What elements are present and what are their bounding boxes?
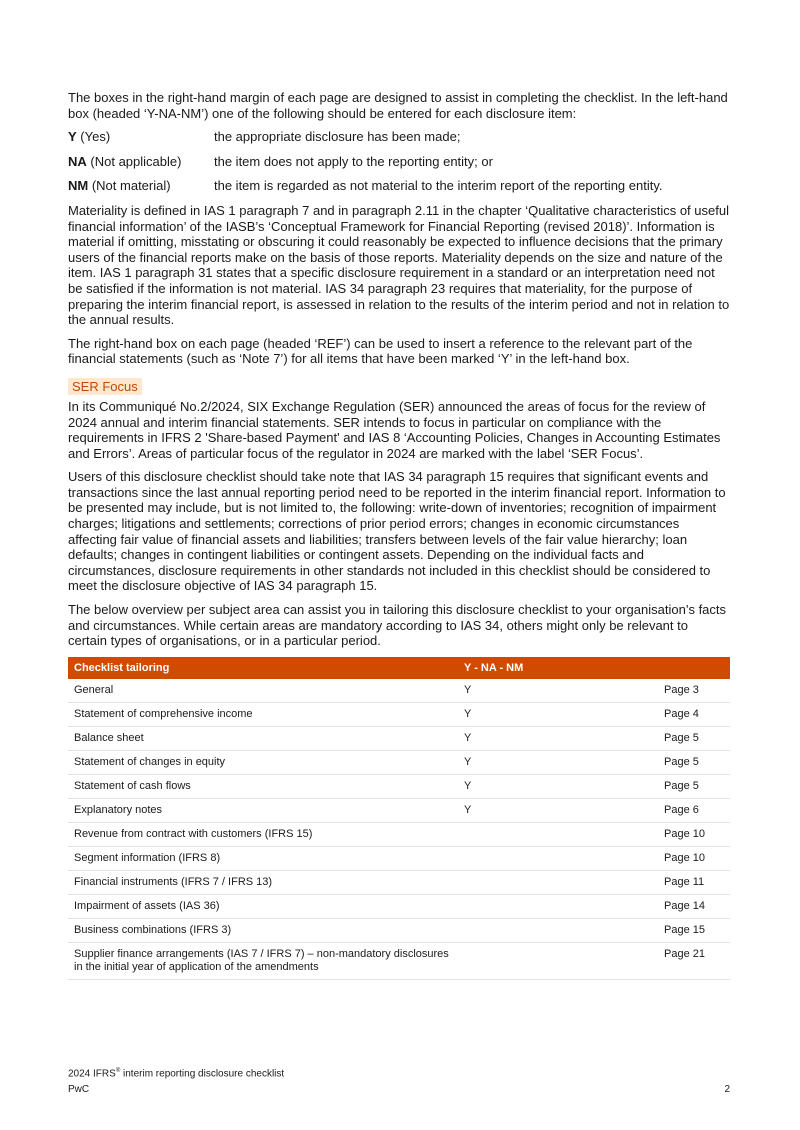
cell-status: Y	[458, 726, 658, 750]
cell-status	[458, 846, 658, 870]
cell-status	[458, 870, 658, 894]
cell-page-reference: Page 5	[658, 774, 730, 798]
cell-page-reference: Page 14	[658, 894, 730, 918]
column-header-status: Y - NA - NM	[464, 661, 524, 674]
cell-page-reference: Page 15	[658, 918, 730, 942]
materiality-paragraph: Materiality is defined in IAS 1 paragraph 7 and in paragraph 2.11 in the chapter ‘Qualitative characteristics of useful financial information’ of the IASB’s ‘Conceptual Framework for Financial Reporting (revised 2018)’. Information is material if omitting, misstating or obscuring it could reasonably be expected to influence decisions that the primary users of the financial reports make on the basis of those reports. Materiality depends on the size and nature of the item. IAS 1 paragraph 31 states that a specific disclosure requirement in a standard or an interpretation need not be satisfied if the information is not material. IAS 34 paragraph 23 requires that materiality, for the purpose of preparing the interim financial report, is assessed in relation to the results of the interim period and not in relation to the annual results.	[68, 202, 730, 328]
cell-subject-area: Revenue from contract with customers (IFRS 15)	[68, 822, 458, 846]
cell-page-reference: Page 6	[658, 798, 730, 822]
cell-page-reference: Page 11	[658, 870, 730, 894]
table-row	[68, 870, 730, 894]
ser-focus-badge: SER Focus	[68, 378, 142, 395]
cell-status: Y	[458, 798, 658, 822]
cell-status	[458, 894, 658, 918]
cell-page-reference: Page 21	[658, 942, 730, 979]
cell-subject-area: Impairment of assets (IAS 36)	[68, 894, 458, 918]
legend-code: Y	[68, 129, 77, 145]
cell-subject-area: Financial instruments (IFRS 7 / IFRS 13)	[68, 870, 458, 894]
cell-page-reference: Page 5	[658, 750, 730, 774]
table-header-row	[68, 657, 730, 679]
cell-status	[458, 918, 658, 942]
cell-subject-area: Statement of cash flows	[68, 774, 458, 798]
legend-meaning: (Not applicable)	[90, 153, 182, 169]
cell-subject-area: Supplier finance arrangements (IAS 7 / IFRS 7) – non-mandatory disclosures in the initial year of application of the amendments	[68, 942, 458, 979]
document-page	[68, 90, 730, 980]
legend-text: the item is regarded as not material to the interim report of the reporting entity.	[214, 178, 663, 194]
cell-page-reference: Page 10	[658, 822, 730, 846]
cell-status: Y	[458, 679, 658, 703]
legend-text: the item does not apply to the reporting entity; or	[214, 153, 493, 169]
cell-status: Y	[458, 774, 658, 798]
table-row	[68, 774, 730, 798]
legend-code: NM	[68, 178, 89, 194]
page-footer	[68, 1063, 730, 1098]
table-row	[68, 702, 730, 726]
table-row	[68, 679, 730, 703]
column-header-area: Checklist tailoring	[74, 661, 170, 674]
table-row	[68, 894, 730, 918]
ref-box-paragraph: The right-hand box on each page (headed ‘REF’) can be used to insert a reference to the relevant part of the financial statements (such as ‘Note 7’) for all items that have been marked ‘Y’ in the left-hand box.	[68, 335, 693, 367]
overview-paragraph: The below overview per subject area can assist you in tailoring this disclosure checklist to your organisation’s facts and circumstances. While certain areas are mandatory according to IAS 34, others might only be relevant to certain types of organisations, or in a particular period.	[68, 602, 727, 649]
cell-subject-area: Balance sheet	[68, 726, 458, 750]
cell-subject-area: Explanatory notes	[68, 798, 458, 822]
column-header-page	[658, 657, 730, 679]
cell-subject-area: Business combinations (IFRS 3)	[68, 918, 458, 942]
ser-paragraph: In its Communiqué No.2/2024, SIX Exchange Regulation (SER) announced the areas of focus for the review of 2024 annual and interim financial statements. SER intends to focus in particular on compliance with the requirements in IFRS 2 'Share-based Payment' and IAS 8 ‘Accounting Policies, Changes in Accounting Estimates and Errors’. Areas of particular focus of the regulator in 2024 are marked with the label ‘SER Focus’.	[68, 398, 721, 461]
legend-text: the appropriate disclosure has been made;	[214, 129, 461, 145]
table-row	[68, 918, 730, 942]
legend-code: NA	[68, 153, 87, 169]
cell-status	[458, 942, 658, 979]
footer-title: 2024 IFRS® interim reporting disclosure checklist	[68, 1068, 285, 1080]
cell-status	[458, 822, 658, 846]
table-row	[68, 822, 730, 846]
page-number: 2	[724, 1084, 730, 1096]
table-row	[68, 726, 730, 750]
checklist-tailoring-table	[68, 657, 730, 980]
table-row	[68, 798, 730, 822]
cell-page-reference: Page 5	[658, 726, 730, 750]
cell-subject-area: General	[68, 679, 458, 703]
legend-row-na	[68, 154, 730, 170]
cell-page-reference: Page 3	[658, 679, 730, 703]
cell-page-reference: Page 10	[658, 846, 730, 870]
cell-subject-area: Statement of changes in equity	[68, 750, 458, 774]
footer-company: PwC	[68, 1084, 90, 1096]
legend-meaning: (Not material)	[91, 178, 171, 194]
table-row	[68, 846, 730, 870]
legend-row-nm	[68, 178, 730, 194]
cell-status: Y	[458, 750, 658, 774]
cell-page-reference: Page 4	[658, 702, 730, 726]
table-row	[68, 750, 730, 774]
cell-subject-area: Statement of comprehensive income	[68, 702, 458, 726]
legend-meaning: (Yes)	[80, 129, 111, 145]
users-paragraph: Users of this disclosure checklist should take note that IAS 34 paragraph 15 requires that significant events and transactions since the last annual reporting period need to be reported in the interim financial report. Information to be presented may include, but is not limited to, the following: write-down of inventories; recognition of impairment charges; litigations and settlements; corrections of prior period errors; changes in economic circumstances affecting fair value of financial assets and liabilities; transfers between levels of the fair value hierarchy; loan defaults; changes in contingent liabilities or contingent assets. Depending on the individual facts and circumstances, disclosure requirements in other standards not included in this checklist should be considered to meet the disclosure objective of IAS 34 paragraph 15.	[68, 469, 726, 594]
cell-subject-area: Segment information (IFRS 8)	[68, 846, 458, 870]
cell-status: Y	[458, 702, 658, 726]
intro-paragraph: The boxes in the right-hand margin of each page are designed to assist in completing the checklist. In the left-hand box (headed ‘Y-NA-NM’) one of the following should be entered for each disclosure item:	[68, 90, 728, 121]
legend-row-y	[68, 129, 730, 145]
table-row	[68, 942, 730, 979]
